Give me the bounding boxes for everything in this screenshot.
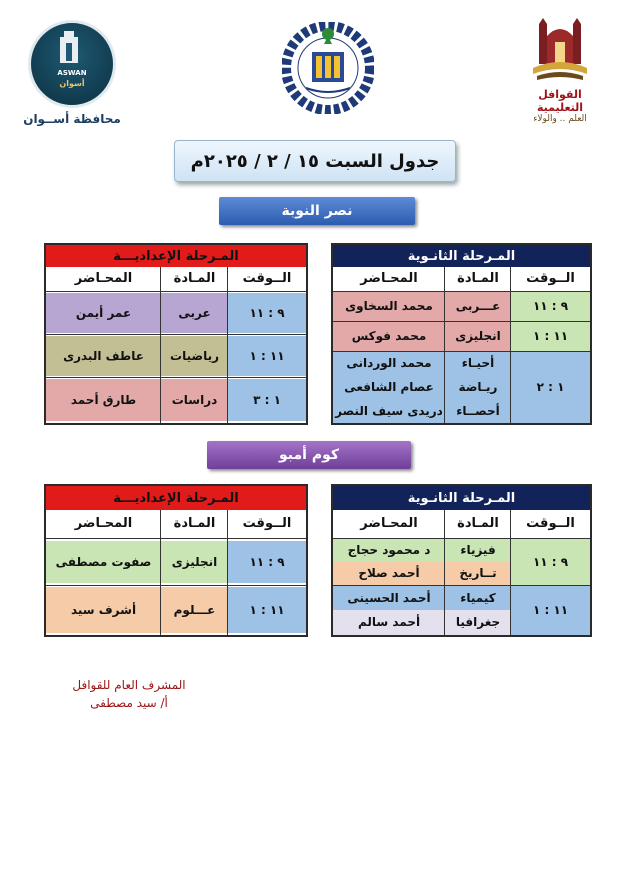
grid-line	[160, 510, 161, 635]
row-subject: فيزياء	[445, 539, 511, 562]
column-head-teacher: المحـاضر	[333, 267, 445, 292]
row-subject: عربى	[161, 293, 228, 333]
row-teacher: د محمود حجاج	[333, 539, 445, 562]
row-time: ١١ : ١	[228, 336, 306, 376]
column-head-subject: المـادة	[445, 510, 511, 539]
caravans-logo	[518, 18, 602, 124]
row-teacher: أحمد الحسينى	[333, 586, 445, 610]
grid-line	[227, 267, 228, 423]
row-teacher: محمد السخاوى	[333, 292, 445, 321]
page-title: جدول السبت ١٥ / ٢ / ٢٠٢٥م	[174, 140, 456, 182]
row-subject: كيمياء	[445, 586, 511, 610]
row-teacher: صفوت مصطفى	[46, 541, 161, 583]
governorate-caption: محافظة أســوان	[23, 112, 121, 126]
row-teacher: أحمد صلاح	[333, 562, 445, 585]
row-time: ١١ : ١	[511, 586, 590, 635]
grid-line	[444, 510, 445, 635]
row-subject: دراسات	[161, 379, 228, 421]
column-head-teacher: المحـاضر	[333, 510, 445, 539]
row-time: ٩ : ١١	[511, 539, 590, 585]
signature-name: أ/ سيد مصطفى	[90, 696, 168, 710]
row-subject: رياضيات	[161, 336, 228, 376]
table-kom-ombo-preparatory	[44, 484, 308, 637]
caravans-emblem-icon	[525, 18, 595, 84]
column-head-subject: المـادة	[161, 267, 228, 292]
education-directorate-logo-icon	[282, 22, 374, 114]
column-head-subject: المـادة	[161, 510, 228, 539]
column-head-teacher: المحـاضر	[46, 267, 161, 292]
grid-line	[510, 510, 511, 635]
aswan-latin-text: ASWAN	[57, 69, 87, 77]
row-time: ٩ : ١١	[228, 293, 306, 333]
grid-line	[46, 334, 306, 335]
column-head-teacher: المحـاضر	[46, 510, 161, 539]
row-time: ١ : ٣	[228, 379, 306, 421]
section-banner-nasr-elnuba: نصر النوبة	[219, 197, 415, 225]
column-head-time: الــوقت	[511, 267, 590, 292]
table-kom-ombo-secondary	[331, 484, 592, 637]
table-header: المـرحلة الثانـوية	[333, 245, 590, 267]
grid-line	[333, 321, 590, 322]
section-banner-kom-ombo: كوم أمبو	[207, 441, 411, 469]
row-subject: أحيـاء	[445, 352, 511, 375]
row-teacher: عصام الشافعى	[333, 375, 445, 399]
table-nasr-secondary	[331, 243, 592, 425]
row-teacher: طارق أحمد	[46, 379, 161, 421]
aswan-emblem-icon	[28, 20, 116, 108]
aswan-governorate-logo	[22, 20, 122, 124]
grid-line	[333, 351, 590, 352]
row-subject: ريـاضة	[445, 375, 511, 399]
grid-line	[46, 377, 306, 378]
grid-line	[227, 510, 228, 635]
column-head-time: الــوقت	[228, 510, 306, 539]
row-subject: عـــربى	[445, 292, 511, 321]
row-teacher: دريدى سيف النصر	[333, 399, 445, 423]
table-header: المـرحلة الإعداديـــة	[46, 245, 306, 267]
signature-title: المشرف العام للقوافل	[72, 678, 186, 692]
row-time: ٩ : ١١	[228, 541, 306, 583]
row-subject: انجليزى	[445, 322, 511, 351]
row-teacher: عاطف البدرى	[46, 336, 161, 376]
row-teacher: عمر أيمن	[46, 293, 161, 333]
row-subject: جغرافيا	[445, 610, 511, 635]
grid-line	[510, 267, 511, 423]
caravans-slogan: العلم .. والولاء	[533, 114, 587, 124]
grid-line	[444, 267, 445, 423]
row-subject: أحصــاء	[445, 399, 511, 423]
aswan-arabic-text: أسوان	[59, 79, 85, 88]
signature-block	[62, 676, 196, 712]
table-header: المـرحلة الإعداديـــة	[46, 486, 306, 510]
grid-line	[160, 267, 161, 423]
row-teacher: أشرف سيد	[46, 587, 161, 633]
table-header: المـرحلة الثانـوية	[333, 486, 590, 510]
column-head-time: الــوقت	[511, 510, 590, 539]
row-time: ١١ : ١	[511, 322, 590, 351]
column-head-time: الــوقت	[228, 267, 306, 292]
row-subject: عـــلوم	[161, 587, 228, 633]
row-time: ١١ : ١	[228, 587, 306, 633]
row-teacher: محمد الوردانى	[333, 352, 445, 375]
row-teacher: أحمد سالم	[333, 610, 445, 635]
column-head-subject: المـادة	[445, 267, 511, 292]
row-subject: انجليزى	[161, 541, 228, 583]
row-time: ١ : ٢	[511, 352, 590, 423]
row-time: ٩ : ١١	[511, 292, 590, 321]
table-nasr-preparatory	[44, 243, 308, 425]
row-subject: تــاريخ	[445, 562, 511, 585]
caravans-caption: القوافل التعليمية	[536, 88, 584, 114]
grid-line	[333, 585, 590, 586]
row-teacher: محمد فوكس	[333, 322, 445, 351]
grid-line	[46, 585, 306, 586]
